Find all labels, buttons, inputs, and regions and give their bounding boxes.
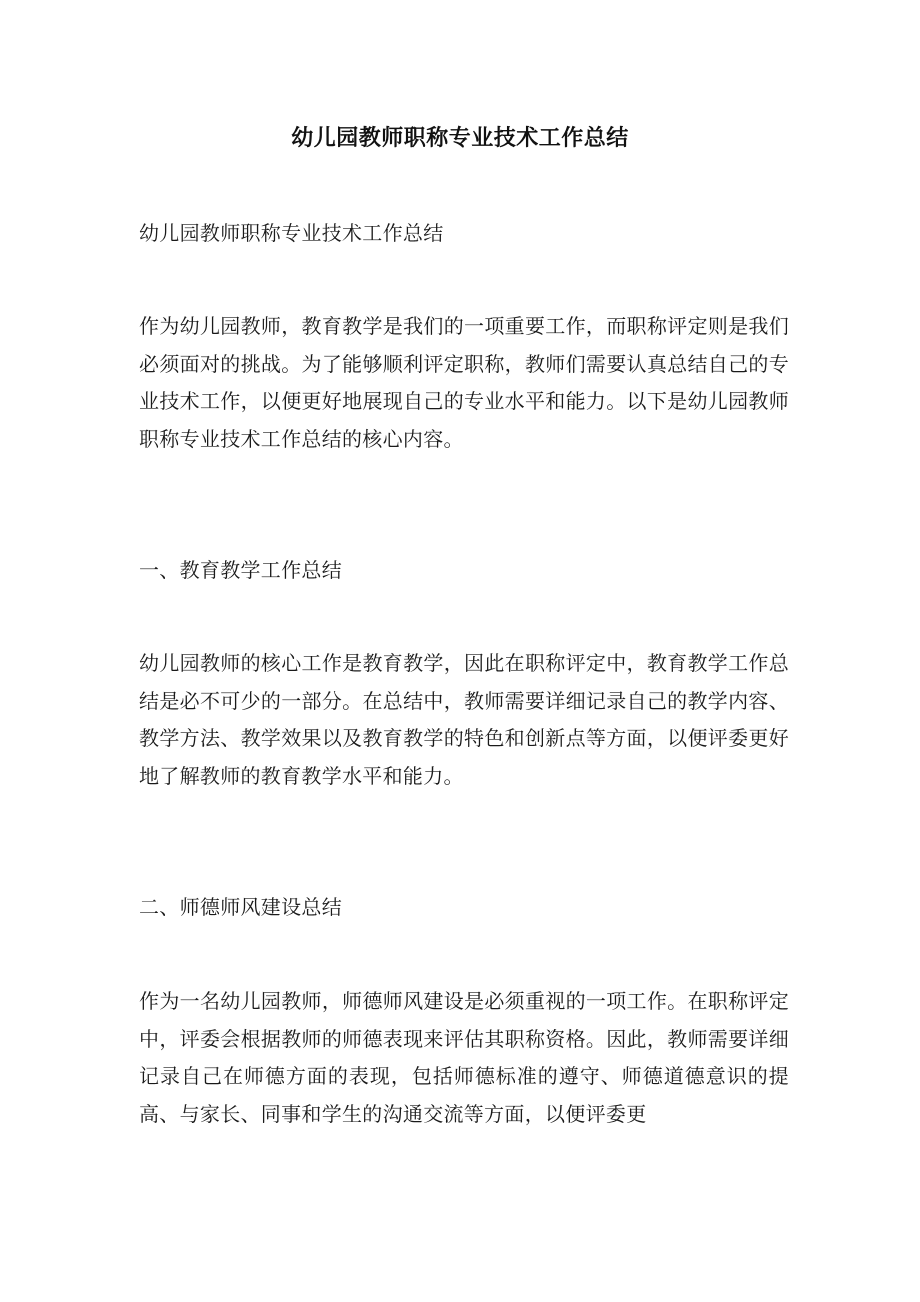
- intro-paragraph: 作为幼儿园教师，教育教学是我们的一项重要工作，而职称评定则是我们必须面对的挑战。为了能够顺利评定职称，教师们需要认真总结自己的专业技术工作，以便更好地展现自己的专业水平和能力。以下是幼儿园教师职称专业技术工作总结的核心内容。: [139, 314, 789, 451]
- document-subtitle: 幼儿园教师职称专业技术工作总结: [139, 221, 444, 245]
- section-body-1: 幼儿园教师的核心工作是教育教学，因此在职称评定中，教育教学工作总结是必不可少的一部分。在总结中，教师需要详细记录自己的教学内容、教学方法、教学效果以及教育教学的特色和创新点等方面，以便评委更好地了解教师的教育教学水平和能力。: [139, 651, 789, 788]
- section-heading-2: 二、师德师风建设总结: [139, 895, 342, 919]
- section-body-2: 作为一名幼儿园教师，师德师风建设是必须重视的一项工作。在职称评定中，评委会根据教师的师德表现来评估其职称资格。因此，教师需要详细记录自己在师德方面的表现，包括师德标准的遵守、师德道德意识的提高、与家长、同事和学生的沟通交流等方面，以便评委更: [139, 989, 789, 1126]
- section-heading-1: 一、教育教学工作总结: [139, 558, 342, 582]
- document-title: 幼儿园教师职称专业技术工作总结: [291, 125, 629, 151]
